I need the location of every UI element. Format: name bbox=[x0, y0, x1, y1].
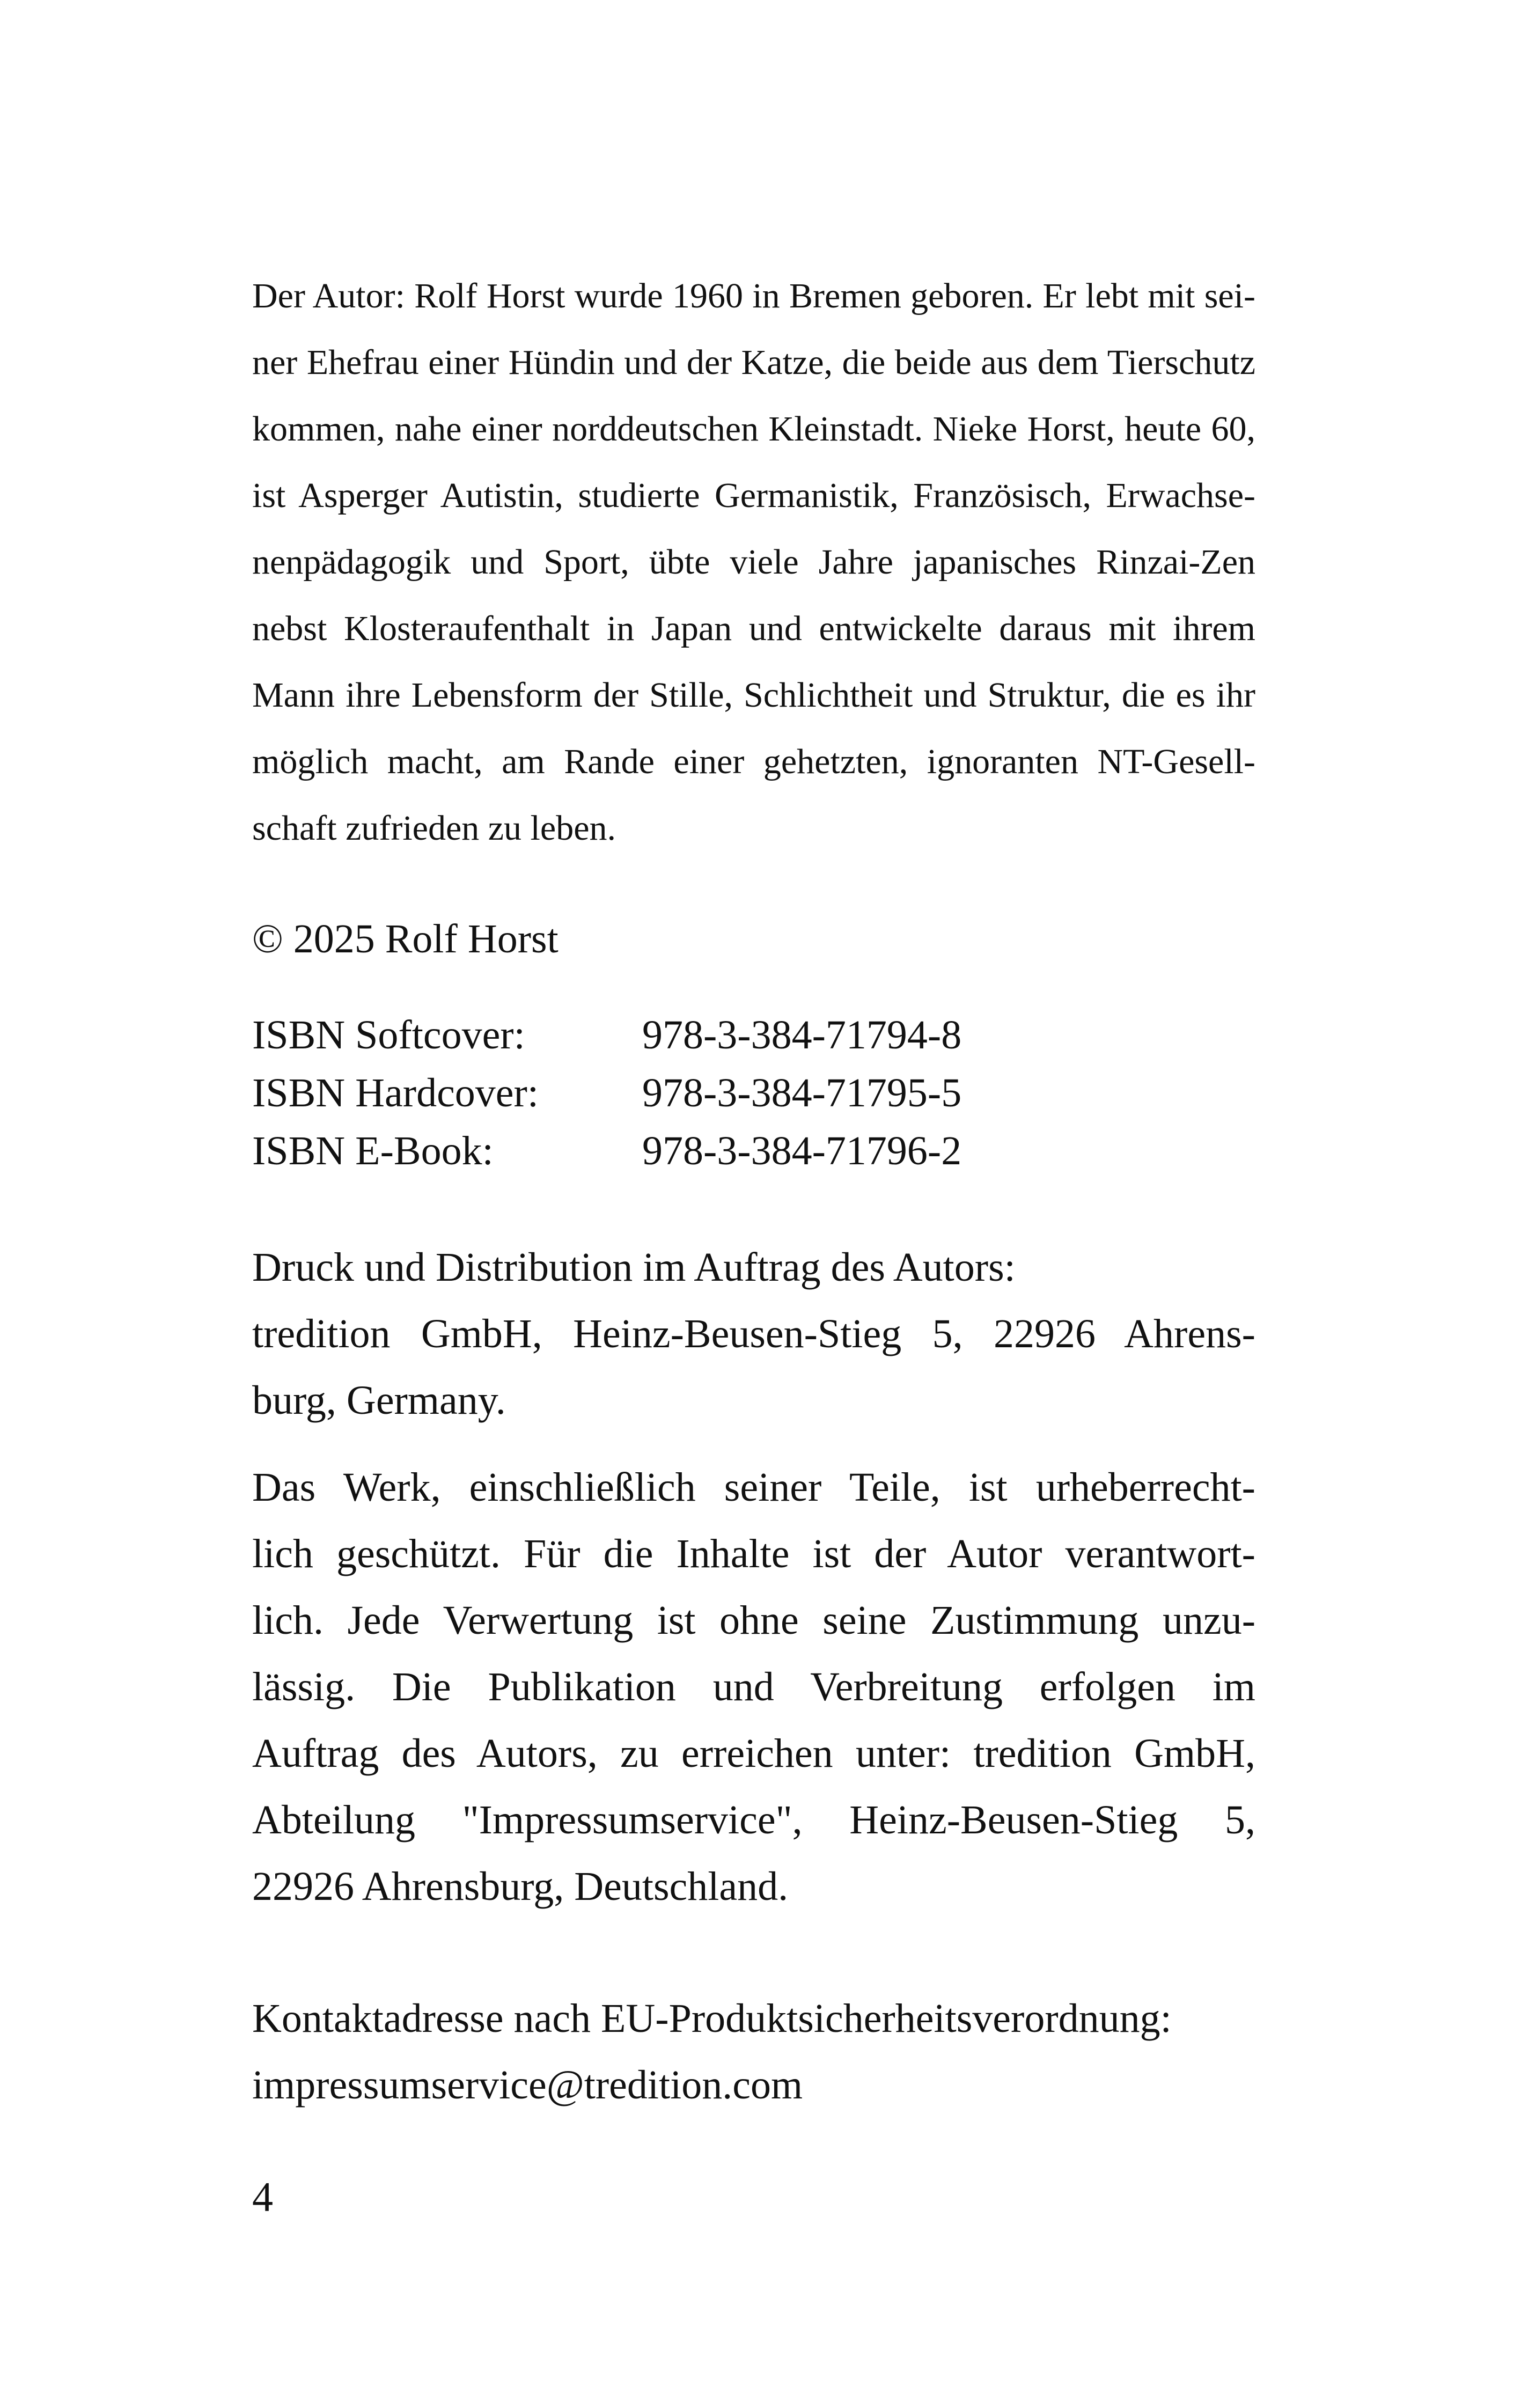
druck-line: Druck und Distribution im Auftrag des Autors: bbox=[252, 1245, 1016, 1290]
isbn-list bbox=[252, 1006, 1255, 1180]
isbn-value: 978-3-384-71794-8 bbox=[642, 1012, 962, 1058]
isbn-row bbox=[252, 1122, 1255, 1180]
isbn-row bbox=[252, 1064, 1255, 1122]
bio-line: Mann ihre Lebensform der Stille, Schlichtheit und Struktur, die es ihr bbox=[252, 676, 1255, 715]
bio-line: nenpädagogik und Sport, übte viele Jahre japanisches Rinzai-Zen bbox=[252, 542, 1255, 582]
isbn-label: ISBN Softcover: bbox=[252, 1012, 525, 1058]
werk-line: lich geschützt. Für die Inhalte ist der Autor verantwort- bbox=[252, 1531, 1255, 1576]
bio-line: möglich macht, am Rande einer gehetzten, ignoranten NT-Gesell- bbox=[252, 742, 1255, 781]
werk-line: Das Werk, einschließlich seiner Teile, ist urheberrecht- bbox=[252, 1465, 1255, 1510]
werk-line: lässig. Die Publikation und Verbreitung erfolgen im bbox=[252, 1664, 1255, 1709]
werk-line: lich. Jede Verwertung ist ohne seine Zustimmung unzu- bbox=[252, 1598, 1255, 1643]
isbn-label: ISBN E-Book: bbox=[252, 1128, 494, 1173]
werk-line: Auftrag des Autors, zu erreichen unter: tredition GmbH, bbox=[252, 1731, 1255, 1776]
isbn-value: 978-3-384-71795-5 bbox=[642, 1070, 962, 1115]
page-number: 4 bbox=[252, 2174, 273, 2220]
isbn-value: 978-3-384-71796-2 bbox=[642, 1128, 962, 1173]
author-bio bbox=[252, 263, 1255, 862]
bio-line: nebst Klosteraufenthalt in Japan und entwickelte daraus mit ihrem bbox=[252, 609, 1255, 648]
copyright-notice: © 2025 Rolf Horst bbox=[252, 916, 559, 961]
copyright-legal-notice bbox=[252, 1454, 1255, 1920]
kontakt-line: Kontaktadresse nach EU-Produktsicherheitsverordnung: bbox=[252, 1996, 1172, 2041]
werk-line: 22926 Ahrensburg, Deutschland. bbox=[252, 1864, 789, 1909]
print-distribution-notice bbox=[252, 1234, 1255, 1434]
bio-line: kommen, nahe einer norddeutschen Kleinstadt. Nieke Horst, heute 60, bbox=[252, 409, 1255, 449]
bio-line: schaft zufrieden zu leben. bbox=[252, 809, 616, 848]
isbn-row bbox=[252, 1006, 1255, 1064]
druck-line: burg, Germany. bbox=[252, 1378, 506, 1423]
druck-line: tredition GmbH, Heinz-Beusen-Stieg 5, 22926 Ahrens- bbox=[252, 1311, 1255, 1356]
werk-line: Abteilung "Impressumservice", Heinz-Beusen-Stieg 5, bbox=[252, 1797, 1255, 1842]
bio-line: Der Autor: Rolf Horst wurde 1960 in Bremen geboren. Er lebt mit sei- bbox=[252, 276, 1255, 315]
isbn-label: ISBN Hardcover: bbox=[252, 1070, 539, 1115]
bio-line: ist Asperger Autistin, studierte Germanistik, Französisch, Erwachse- bbox=[252, 476, 1255, 515]
contact-email: impressumservice@tredition.com bbox=[252, 2062, 803, 2108]
bio-line: ner Ehefrau einer Hündin und der Katze, die beide aus dem Tierschutz bbox=[252, 343, 1255, 382]
contact-notice bbox=[252, 1985, 1255, 2118]
